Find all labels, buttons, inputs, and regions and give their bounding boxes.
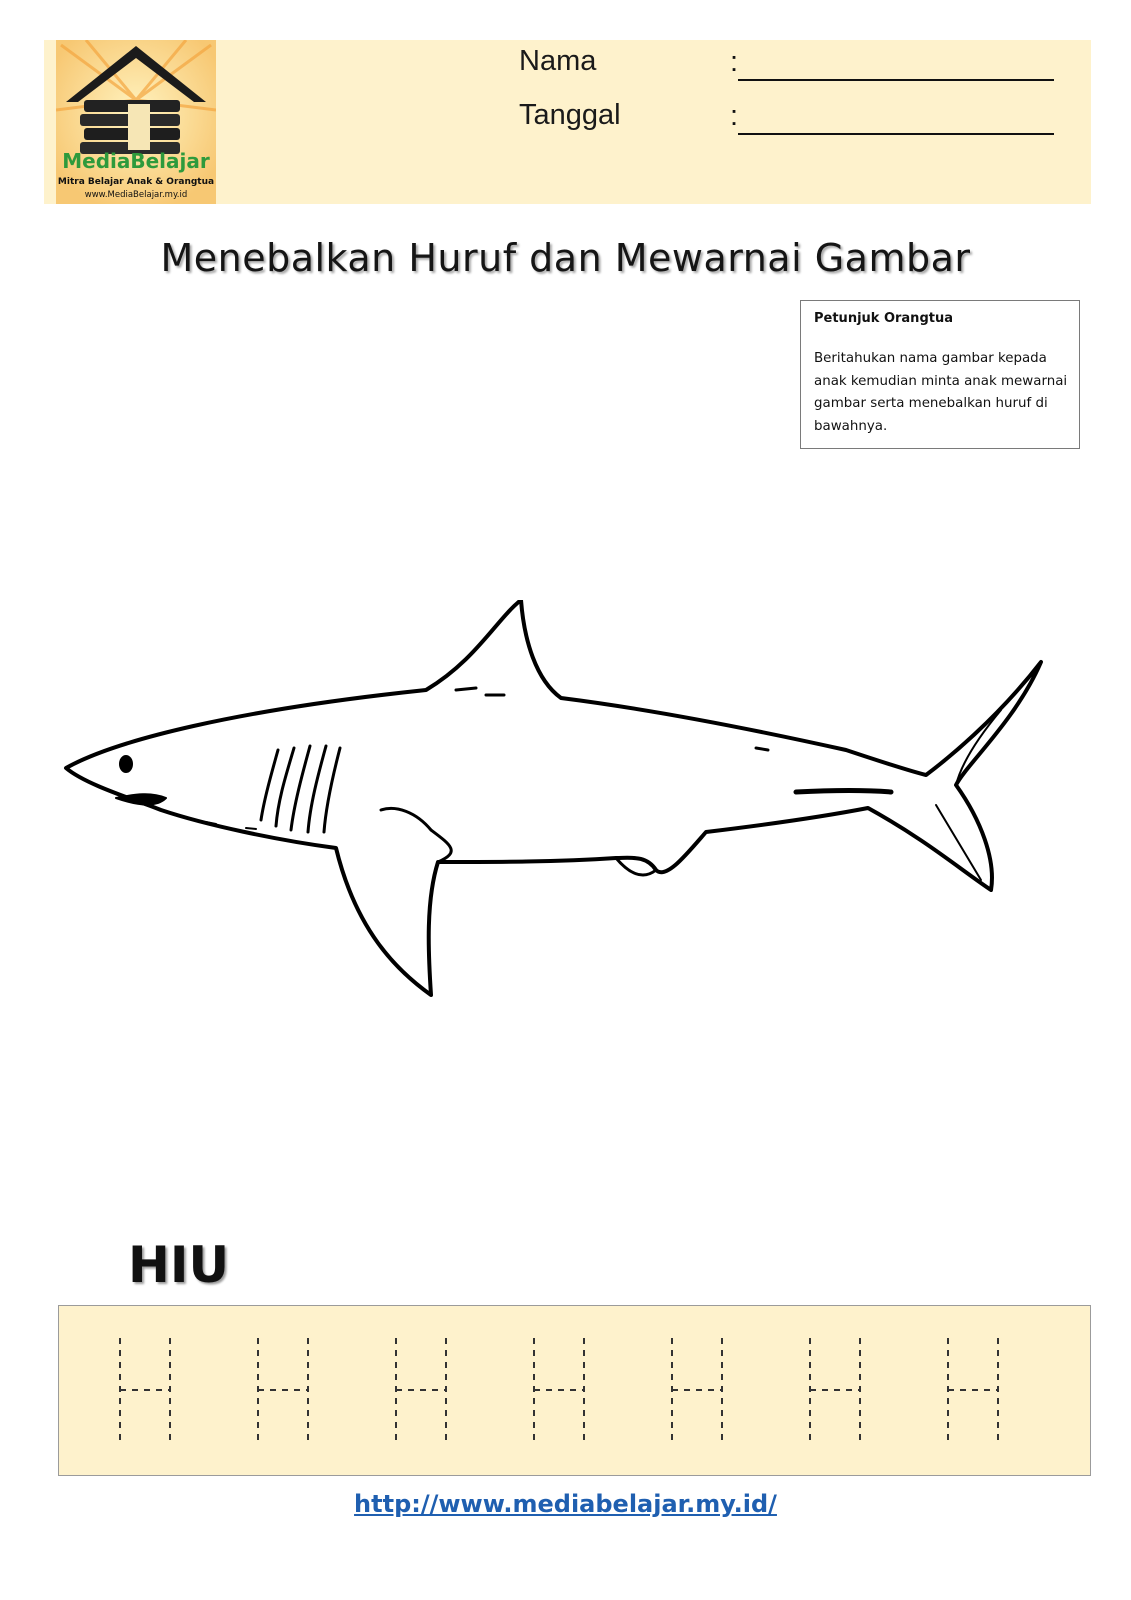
- trace-letter-4[interactable]: [531, 1338, 589, 1442]
- footer-link[interactable]: http://www.mediabelajar.my.id/: [354, 1490, 777, 1518]
- word-label: HIU: [128, 1236, 230, 1294]
- logo-site: www.MediaBelajar.my.id: [84, 190, 188, 200]
- media-belajar-logo: [56, 40, 216, 204]
- header-panel: [44, 40, 1091, 204]
- trace-letter-2[interactable]: [255, 1338, 313, 1442]
- trace-letter-3[interactable]: [393, 1338, 451, 1442]
- logo-brand: MediaBelajar: [62, 149, 210, 173]
- trace-letter-5[interactable]: [669, 1338, 727, 1442]
- tracing-box: [58, 1305, 1091, 1476]
- name-label: Nama: [519, 45, 597, 77]
- date-field-line[interactable]: [738, 133, 1054, 135]
- date-colon: :: [730, 100, 739, 132]
- parent-hint-box: [800, 300, 1080, 449]
- shark-outline-icon: [56, 600, 1076, 1020]
- hint-text: Beritahukan nama gambar kepada anak kemudian minta anak mewarnai gambar serta menebalkan huruf di bawahnya.: [814, 351, 1068, 434]
- name-field-line[interactable]: [738, 79, 1054, 81]
- hint-title: Petunjuk Orangtua: [814, 311, 953, 326]
- date-label: Tanggal: [519, 99, 621, 131]
- name-colon: :: [730, 46, 739, 78]
- trace-letter-7[interactable]: [945, 1338, 1003, 1442]
- trace-letter-1[interactable]: [117, 1338, 175, 1442]
- trace-letter-6[interactable]: [807, 1338, 865, 1442]
- logo-tagline: Mitra Belajar Anak & Orangtua: [57, 177, 215, 187]
- page-title: Menebalkan Huruf dan Mewarnai Gambar: [160, 236, 971, 280]
